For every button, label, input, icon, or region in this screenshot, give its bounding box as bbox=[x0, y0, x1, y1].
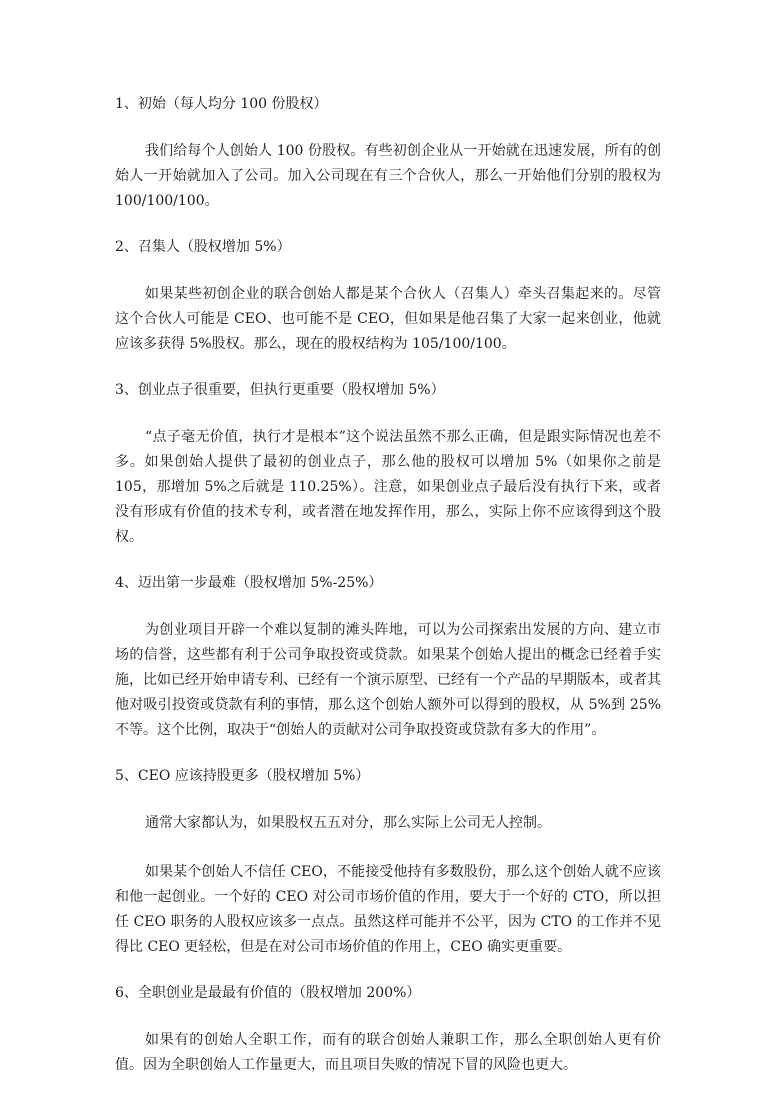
section-paragraph: 通常大家都认为，如果股权五五对分，那么实际上公司无人控制。 bbox=[145, 815, 551, 831]
section-heading: 2、召集人（股权增加 5%） bbox=[115, 239, 291, 255]
section-paragraph: 如果有的创始人全职工作，而有的联合创始人兼职工作，那么全职创始人更有价值。因为全职创始人工作量更大，而且项目失败的情况下冒的风险也更大。 bbox=[115, 1032, 661, 1073]
section-heading: 6、全职创业是最最有价值的（股权增加 200%） bbox=[115, 985, 421, 1001]
section-heading: 5、CEO 应该持股更多（股权增加 5%） bbox=[115, 768, 370, 784]
section-heading: 3、创业点子很重要，但执行更重要（股权增加 5%） bbox=[115, 382, 445, 398]
section-paragraph: 为创业项目开辟一个难以复制的滩头阵地，可以为公司探索出发展的方向、建立市场的信誉，这些都有利于公司争取投资或贷款。如果某个创始人提出的概念已经着手实施，比如已经开始申请专利、已经有一个演示原型、已经有一个产品的早期版本，或者其他对吸引投资或贷款有利的事情，那么这个创始人额外可以得到的股权，从 5%到 25%不等。这个比例，取决于“创始人的贡献对公司争取投资或贷款有多大的作用”。 bbox=[115, 622, 661, 738]
section-paragraph: 如果某个创始人不信任 CEO，不能接受他持有多数股份，那么这个创始人就不应该和他一起创业。一个好的 CEO 对公司市场价值的作用，要大于一个好的 CTO，所以担任 CEO 职务的人股权应该多一点点。虽然这样可能并不公平，因为 CTO 的工作并不见得比 CEO 更轻松，但是在对公司市场价值的作用上，CEO 确实更重要。 bbox=[115, 864, 661, 955]
section-heading: 1、初始（每人均分 100 份股权） bbox=[115, 96, 328, 112]
section-paragraph: 如果某些初创企业的联合创始人都是某个合伙人（召集人）牵头召集起来的。尽管这个合伙人可能是 CEO、也可能不是 CEO，但如果是他召集了大家一起来创业，他就应该多获得 5%股权。那么，现在的股权结构为 105/100/100。 bbox=[115, 286, 661, 352]
section-paragraph: 我们给每个人创始人 100 份股权。有些初创企业从一开始就在迅速发展，所有的创始人一开始就加入了公司。加入公司现在有三个合伙人，那么一开始他们分别的股权为 100/100/100。 bbox=[115, 143, 661, 209]
section-heading: 4、迈出第一步最难（股权增加 5%-25%） bbox=[115, 575, 383, 591]
section-paragraph: “点子毫无价值，执行才是根本”这个说法虽然不那么正确，但是跟实际情况也差不多。如果创始人提供了最初的创业点子，那么他的股权可以增加 5%（如果你之前是 105，那增加 5%之后就是 110.25%）。注意，如果创业点子最后没有执行下来，或者没有形成有价值的技术专利，或者潜在地发挥作用，那么，实际上你不应该得到这个股权。 bbox=[115, 429, 661, 545]
document-page bbox=[115, 93, 661, 1078]
